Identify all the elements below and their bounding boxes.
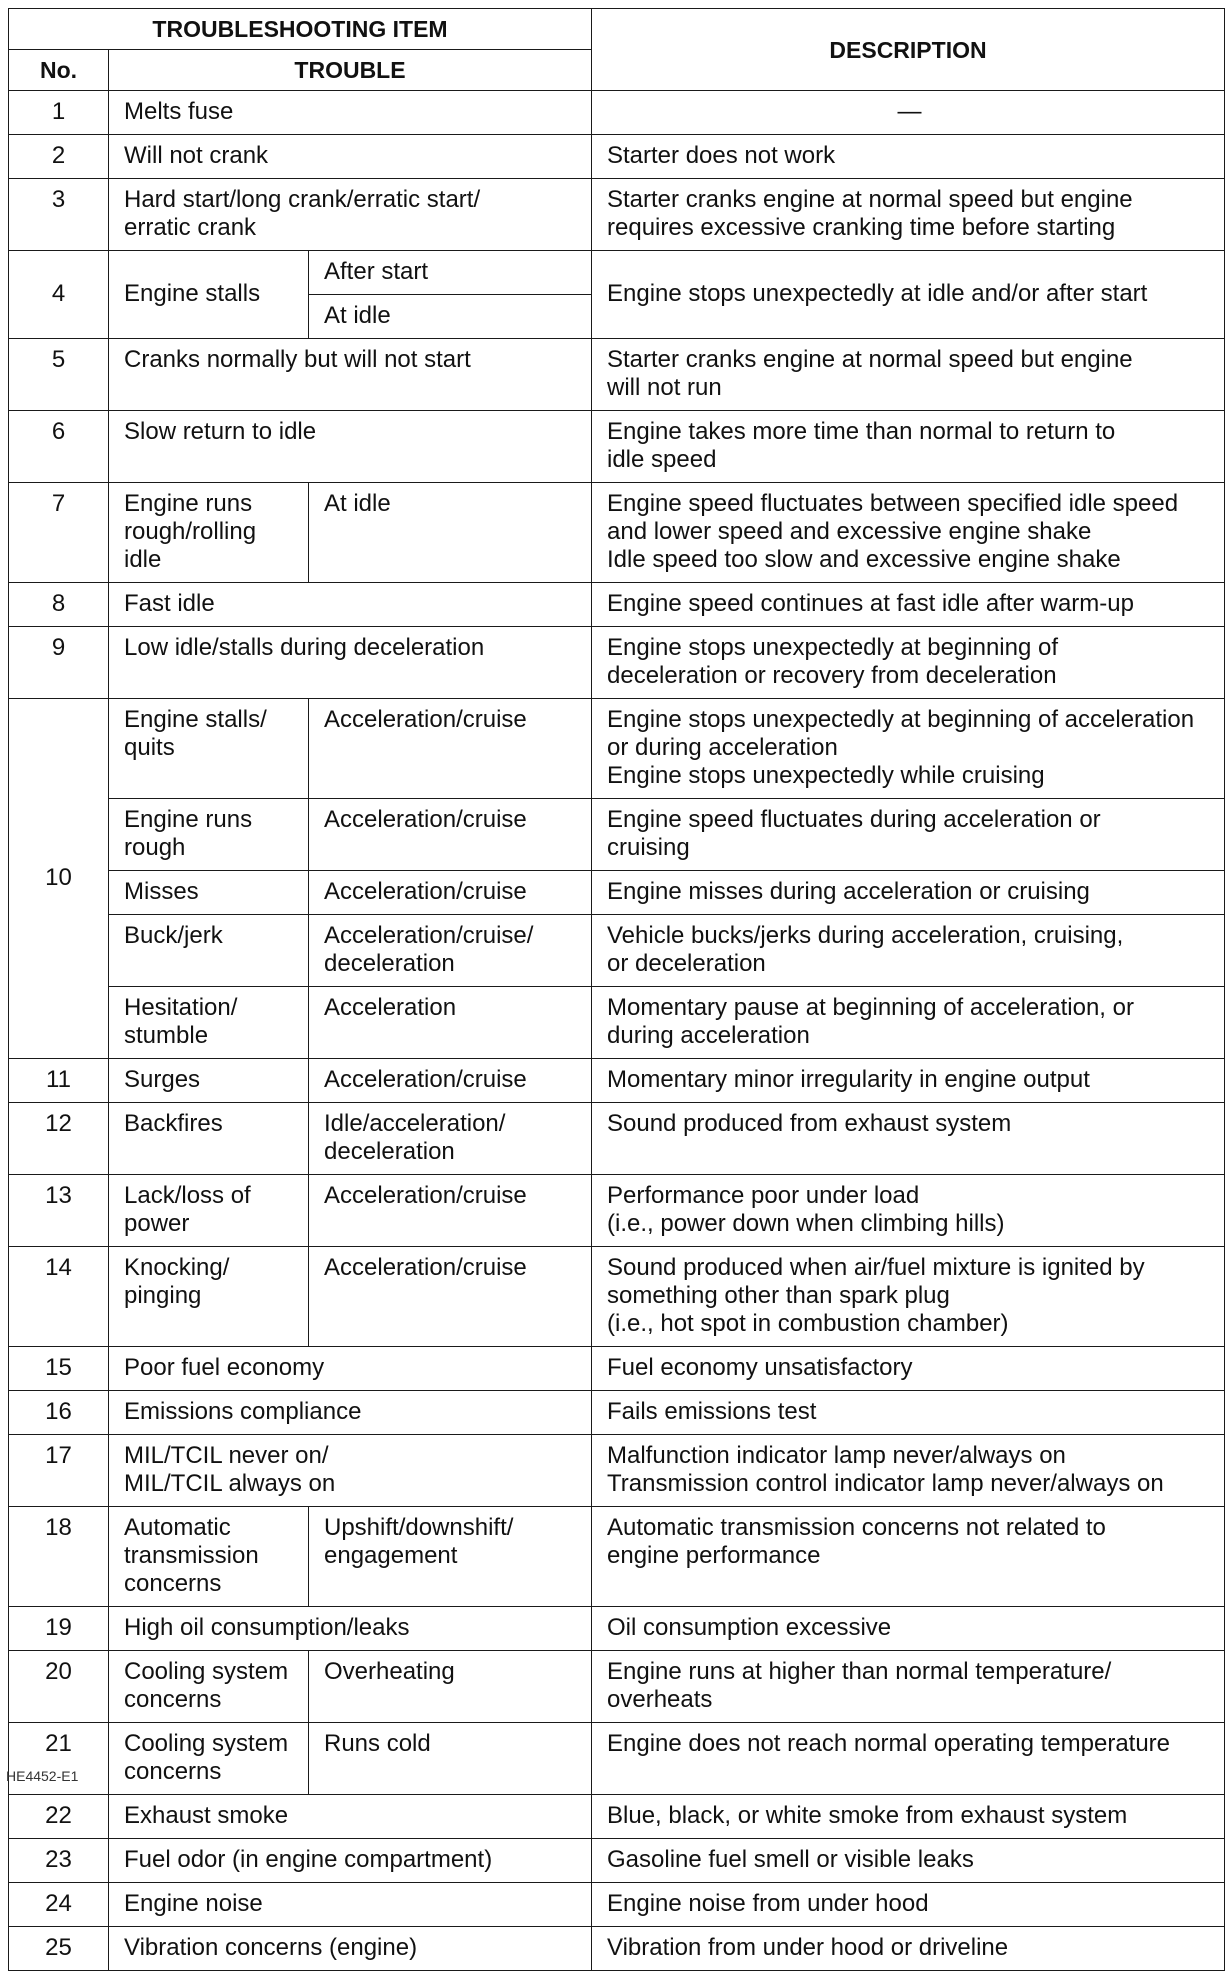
description-cell: Vibration from under hood or driveline xyxy=(592,1927,1225,1971)
description-cell: — xyxy=(592,91,1225,135)
header-no: No. xyxy=(9,50,109,91)
trouble-cell: Knocking/ pinging xyxy=(109,1247,309,1347)
description-cell: Engine does not reach normal operating temperature xyxy=(592,1723,1225,1795)
row-number: 12 xyxy=(9,1103,109,1175)
trouble-cell: Engine stalls xyxy=(109,251,309,339)
table-row xyxy=(9,91,1225,135)
condition-cell: Acceleration/cruise xyxy=(309,1247,592,1347)
row-number: 24 xyxy=(9,1883,109,1927)
header-row-top xyxy=(9,9,1225,50)
trouble-cell: Surges xyxy=(109,1059,309,1103)
row-number: 11 xyxy=(9,1059,109,1103)
description-cell: Momentary minor irregularity in engine output xyxy=(592,1059,1225,1103)
row-number: 7 xyxy=(9,483,109,583)
table-row xyxy=(9,1247,1225,1347)
condition-cell: After start xyxy=(309,251,592,295)
condition-cell: Overheating xyxy=(309,1651,592,1723)
description-cell: Vehicle bucks/jerks during acceleration, cruising, or deceleration xyxy=(592,915,1225,987)
table-row xyxy=(9,583,1225,627)
trouble-cell: Vibration concerns (engine) xyxy=(109,1927,592,1971)
trouble-cell: Engine noise xyxy=(109,1883,592,1927)
row-number: 3 xyxy=(9,179,109,251)
table-body xyxy=(9,91,1225,1971)
table-row xyxy=(9,1927,1225,1971)
header-trouble: TROUBLE xyxy=(109,50,592,91)
table-row xyxy=(9,1507,1225,1607)
figure-code: HE4452-E1 xyxy=(6,1768,79,1784)
troubleshooting-table xyxy=(8,8,1225,1971)
table-row xyxy=(9,135,1225,179)
trouble-cell: MIL/TCIL never on/ MIL/TCIL always on xyxy=(109,1435,592,1507)
row-number: 6 xyxy=(9,411,109,483)
description-cell: Engine stops unexpectedly at idle and/or after start xyxy=(592,251,1225,339)
table-row xyxy=(9,179,1225,251)
row-number: 10 xyxy=(9,699,109,1059)
description-cell: Fails emissions test xyxy=(592,1391,1225,1435)
table-row xyxy=(9,1651,1225,1723)
description-cell: Oil consumption excessive xyxy=(592,1607,1225,1651)
description-cell: Engine noise from under hood xyxy=(592,1883,1225,1927)
condition-cell: Idle/acceleration/ deceleration xyxy=(309,1103,592,1175)
trouble-cell: Hesitation/ stumble xyxy=(109,987,309,1059)
trouble-cell: Melts fuse xyxy=(109,91,592,135)
condition-cell: Upshift/downshift/ engagement xyxy=(309,1507,592,1607)
condition-cell: Acceleration xyxy=(309,987,592,1059)
row-number: 15 xyxy=(9,1347,109,1391)
trouble-cell: Will not crank xyxy=(109,135,592,179)
condition-cell: At idle xyxy=(309,295,592,339)
description-cell: Engine takes more time than normal to return to idle speed xyxy=(592,411,1225,483)
trouble-cell: Buck/jerk xyxy=(109,915,309,987)
condition-cell: Acceleration/cruise xyxy=(309,1059,592,1103)
trouble-cell: Fast idle xyxy=(109,583,592,627)
table-row xyxy=(9,339,1225,411)
table-row xyxy=(9,483,1225,583)
trouble-cell: Misses xyxy=(109,871,309,915)
condition-cell: Acceleration/cruise xyxy=(309,871,592,915)
table-row xyxy=(9,627,1225,699)
description-cell: Automatic transmission concerns not related to engine performance xyxy=(592,1507,1225,1607)
trouble-cell: Exhaust smoke xyxy=(109,1795,592,1839)
row-number: 18 xyxy=(9,1507,109,1607)
description-cell: Engine speed fluctuates during acceleration or cruising xyxy=(592,799,1225,871)
row-number: 14 xyxy=(9,1247,109,1347)
table-row xyxy=(9,1391,1225,1435)
description-cell: Starter does not work xyxy=(592,135,1225,179)
table-row xyxy=(9,1839,1225,1883)
row-number: 16 xyxy=(9,1391,109,1435)
table-row xyxy=(9,251,1225,295)
row-number: 20 xyxy=(9,1651,109,1723)
trouble-cell: Cooling system concerns xyxy=(109,1723,309,1795)
trouble-cell: Lack/loss of power xyxy=(109,1175,309,1247)
description-cell: Engine stops unexpectedly at beginning of acceleration or during acceleration Engine stops unexpectedly while cruising xyxy=(592,699,1225,799)
row-number: 19 xyxy=(9,1607,109,1651)
row-number: 13 xyxy=(9,1175,109,1247)
description-cell: Sound produced from exhaust system xyxy=(592,1103,1225,1175)
table-row xyxy=(9,871,1225,915)
table-row xyxy=(9,1347,1225,1391)
trouble-cell: Automatic transmission concerns xyxy=(109,1507,309,1607)
trouble-cell: Engine runs rough/rolling idle xyxy=(109,483,309,583)
table-row xyxy=(9,987,1225,1059)
description-cell: Starter cranks engine at normal speed but engine requires excessive cranking time before starting xyxy=(592,179,1225,251)
condition-cell: Acceleration/cruise/ deceleration xyxy=(309,915,592,987)
table-row xyxy=(9,1059,1225,1103)
description-cell: Blue, black, or white smoke from exhaust system xyxy=(592,1795,1225,1839)
trouble-cell: Poor fuel economy xyxy=(109,1347,592,1391)
row-number: 22 xyxy=(9,1795,109,1839)
description-cell: Performance poor under load (i.e., power down when climbing hills) xyxy=(592,1175,1225,1247)
trouble-cell: Fuel odor (in engine compartment) xyxy=(109,1839,592,1883)
description-cell: Engine stops unexpectedly at beginning of deceleration or recovery from deceleration xyxy=(592,627,1225,699)
row-number: 1 xyxy=(9,91,109,135)
condition-cell: Acceleration/cruise xyxy=(309,799,592,871)
row-number: 25 xyxy=(9,1927,109,1971)
table-row xyxy=(9,411,1225,483)
description-cell: Sound produced when air/fuel mixture is ignited by something other than spark plug (i.e., hot spot in combustion chamber) xyxy=(592,1247,1225,1347)
description-cell: Gasoline fuel smell or visible leaks xyxy=(592,1839,1225,1883)
description-cell: Momentary pause at beginning of acceleration, or during acceleration xyxy=(592,987,1225,1059)
description-cell: Starter cranks engine at normal speed but engine will not run xyxy=(592,339,1225,411)
trouble-cell: Emissions compliance xyxy=(109,1391,592,1435)
row-number: 4 xyxy=(9,251,109,339)
trouble-cell: Backfires xyxy=(109,1103,309,1175)
condition-cell: Acceleration/cruise xyxy=(309,699,592,799)
table-row xyxy=(9,1883,1225,1927)
condition-cell: Runs cold xyxy=(309,1723,592,1795)
trouble-cell: Low idle/stalls during deceleration xyxy=(109,627,592,699)
row-number: 8 xyxy=(9,583,109,627)
table-row xyxy=(9,1795,1225,1839)
row-number: 9 xyxy=(9,627,109,699)
condition-cell: Acceleration/cruise xyxy=(309,1175,592,1247)
row-number: 17 xyxy=(9,1435,109,1507)
table-row xyxy=(9,799,1225,871)
row-number: 5 xyxy=(9,339,109,411)
table-row xyxy=(9,1435,1225,1507)
trouble-cell: Cooling system concerns xyxy=(109,1651,309,1723)
condition-cell: At idle xyxy=(309,483,592,583)
description-cell: Malfunction indicator lamp never/always on Transmission control indicator lamp never/always on xyxy=(592,1435,1225,1507)
trouble-cell: Hard start/long crank/erratic start/ erratic crank xyxy=(109,179,592,251)
table-row xyxy=(9,1103,1225,1175)
table-row xyxy=(9,1175,1225,1247)
trouble-cell: Engine stalls/ quits xyxy=(109,699,309,799)
trouble-cell: High oil consumption/leaks xyxy=(109,1607,592,1651)
table-row xyxy=(9,699,1225,799)
description-cell: Engine misses during acceleration or cruising xyxy=(592,871,1225,915)
row-number: 23 xyxy=(9,1839,109,1883)
description-cell: Engine runs at higher than normal temperature/ overheats xyxy=(592,1651,1225,1723)
table-row xyxy=(9,915,1225,987)
header-troubleshooting-item: TROUBLESHOOTING ITEM xyxy=(9,9,592,50)
trouble-cell: Slow return to idle xyxy=(109,411,592,483)
troubleshooting-sheet xyxy=(8,8,1224,1971)
header-description: DESCRIPTION xyxy=(592,9,1225,91)
description-cell: Engine speed continues at fast idle after warm-up xyxy=(592,583,1225,627)
row-number: 2 xyxy=(9,135,109,179)
trouble-cell: Engine runs rough xyxy=(109,799,309,871)
description-cell: Fuel economy unsatisfactory xyxy=(592,1347,1225,1391)
trouble-cell: Cranks normally but will not start xyxy=(109,339,592,411)
row-number: 21 xyxy=(9,1723,109,1795)
table-row xyxy=(9,1723,1225,1795)
description-cell: Engine speed fluctuates between specified idle speed and lower speed and excessive engine shake Idle speed too slow and excessive engine shake xyxy=(592,483,1225,583)
table-row xyxy=(9,1607,1225,1651)
